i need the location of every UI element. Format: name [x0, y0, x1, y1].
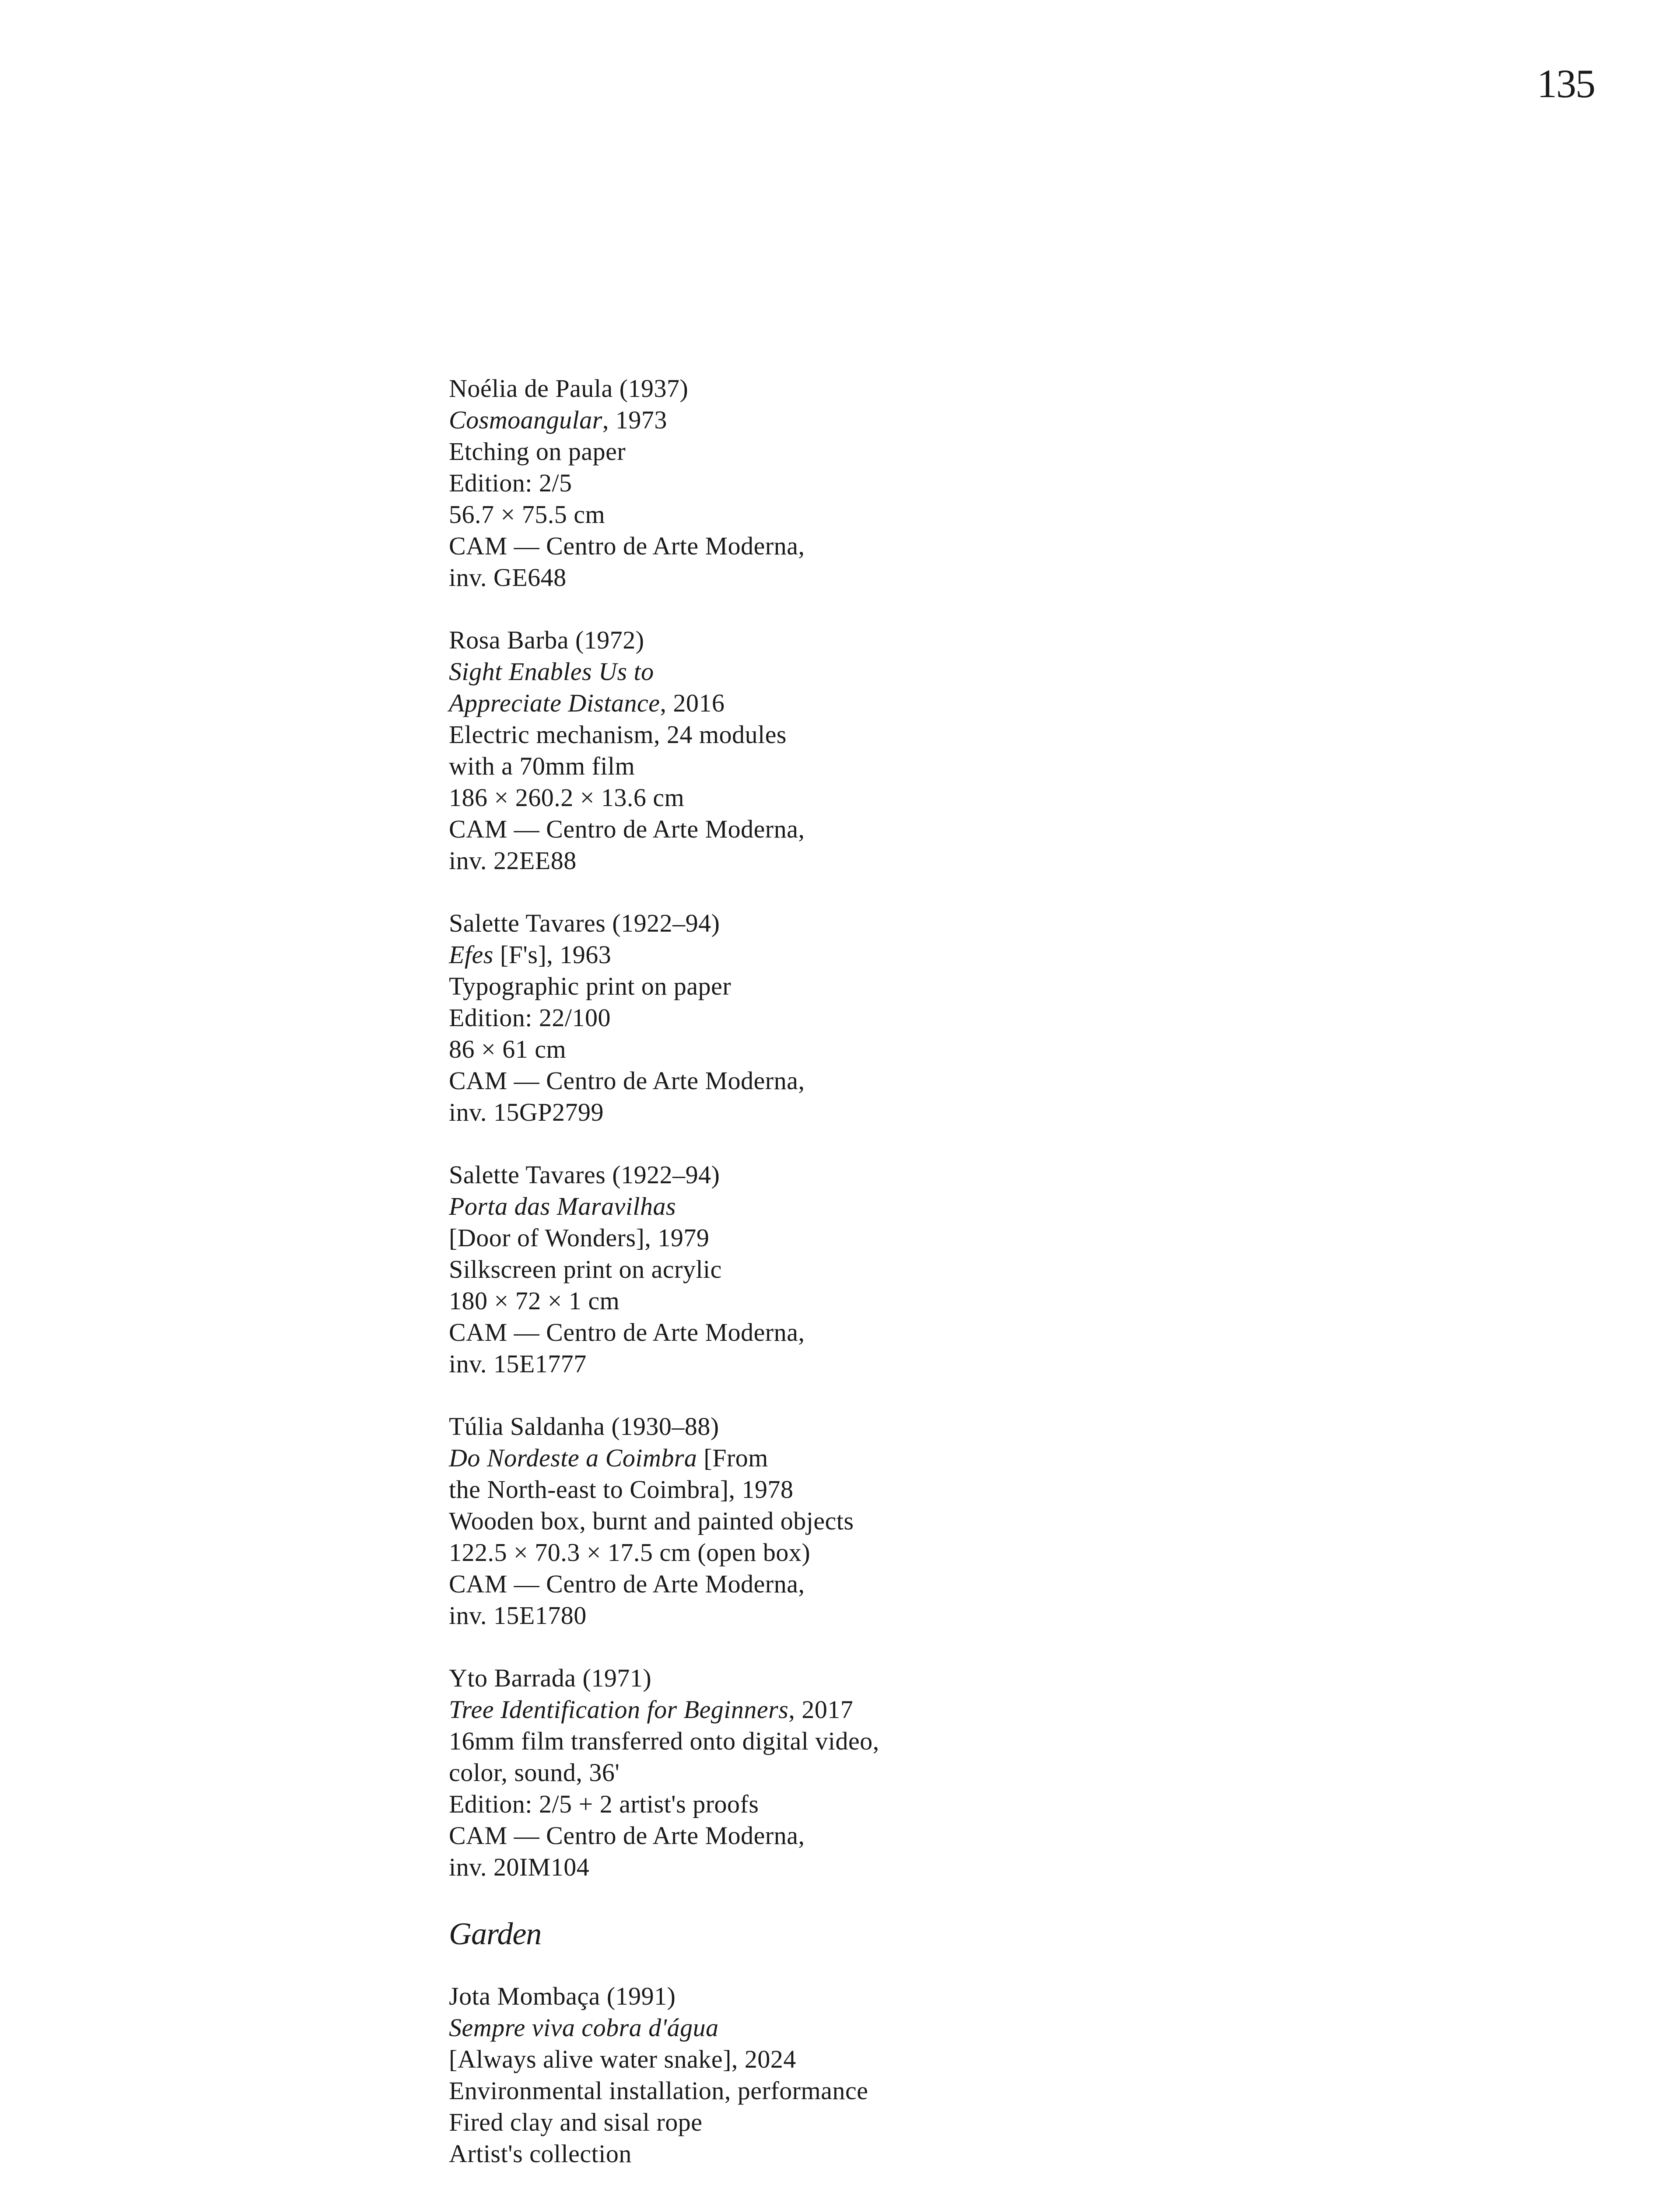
artwork-detail: Etching on paper: [449, 437, 626, 466]
artwork-entry: [449, 1981, 1411, 2170]
artwork-detail: 186 × 260.2 × 13.6 cm: [449, 783, 685, 812]
artwork-detail: inv. 15E1780: [449, 1601, 587, 1630]
artwork-detail: Edition: 22/100: [449, 1003, 611, 1032]
artwork-title-line: [449, 1442, 1411, 1474]
artist-name: Túlia Saldanha (1930–88): [449, 1412, 719, 1441]
artist-name: Yto Barrada (1971): [449, 1664, 652, 1692]
artwork-title-italic: Sempre viva cobra d'água: [449, 2013, 719, 2042]
artwork-detail: inv. GE648: [449, 563, 567, 592]
artwork-detail: inv. 22EE88: [449, 846, 577, 875]
artwork-detail: 56.7 × 75.5 cm: [449, 500, 606, 529]
artwork-detail: CAM — Centro de Arte Moderna,: [449, 532, 805, 560]
artwork-title-line: [449, 1222, 1411, 1254]
artist-name: Salette Tavares (1922–94): [449, 1161, 720, 1189]
artwork-title-rest: , 2016: [660, 689, 725, 717]
artwork-title-line: [449, 939, 1411, 971]
artwork-title-rest: [Always alive water snake], 2024: [449, 2045, 796, 2073]
artwork-detail: CAM — Centro de Arte Moderna,: [449, 1821, 805, 1850]
artist-name: Jota Mombaça (1991): [449, 1982, 676, 2010]
artwork-title-line: [449, 404, 1411, 436]
artwork-title-line: [449, 687, 1411, 719]
artwork-detail: inv. 15GP2799: [449, 1098, 604, 1126]
artwork-title-rest: the North-east to Coimbra], 1978: [449, 1475, 794, 1504]
artwork-detail: 16mm film transferred onto digital video,: [449, 1727, 879, 1755]
artwork-detail: Silkscreen print on acrylic: [449, 1255, 722, 1283]
artwork-detail: with a 70mm film: [449, 752, 635, 780]
artwork-title-rest: [Door of Wonders], 1979: [449, 1224, 710, 1252]
page-number: 135: [1537, 61, 1595, 106]
artist-name: Salette Tavares (1922–94): [449, 909, 720, 937]
artwork-detail: CAM — Centro de Arte Moderna,: [449, 1570, 805, 1598]
artwork-entry: [449, 624, 1411, 877]
artwork-detail: CAM — Centro de Arte Moderna,: [449, 815, 805, 843]
artwork-detail: Electric mechanism, 24 modules: [449, 720, 787, 749]
artwork-detail: CAM — Centro de Arte Moderna,: [449, 1066, 805, 1095]
artwork-entry: [449, 908, 1411, 1128]
artwork-detail: CAM — Centro de Arte Moderna,: [449, 1318, 805, 1346]
entries-bottom: [449, 1981, 1411, 2170]
artwork-detail: 180 × 72 × 1 cm: [449, 1287, 620, 1315]
artwork-entry: [449, 373, 1411, 593]
artwork-title-line: [449, 656, 1411, 687]
artwork-detail: Wooden box, burnt and painted objects: [449, 1507, 854, 1535]
artwork-detail: Artist's collection: [449, 2139, 632, 2168]
artwork-list: [449, 373, 1411, 2188]
artwork-title-rest: [From: [697, 1444, 768, 1472]
artwork-title-italic: Efes: [449, 940, 494, 969]
artwork-title-rest: [F's], 1963: [493, 940, 612, 969]
artwork-detail: Fired clay and sisal rope: [449, 2108, 703, 2136]
entries-top: [449, 373, 1411, 1883]
artwork-title-line: [449, 1694, 1411, 1725]
artwork-detail: Edition: 2/5: [449, 469, 572, 497]
artwork-detail: Environmental installation, performance: [449, 2076, 868, 2105]
section-heading-garden: Garden: [449, 1916, 542, 1951]
artwork-title-rest: , 1973: [602, 406, 667, 434]
artwork-detail: inv. 15E1777: [449, 1350, 587, 1378]
artwork-title-rest: , 2017: [788, 1695, 854, 1724]
artwork-title-italic: Cosmoangular: [449, 406, 602, 434]
artwork-title-line: [449, 2012, 1411, 2044]
artwork-title-italic: Sight Enables Us to: [449, 657, 654, 686]
artwork-title-italic: Appreciate Distance: [449, 689, 660, 717]
artwork-detail: inv. 20IM104: [449, 1853, 590, 1881]
artwork-detail: Edition: 2/5 + 2 artist's proofs: [449, 1790, 759, 1818]
artwork-title-line: [449, 2044, 1411, 2075]
artwork-detail: 86 × 61 cm: [449, 1035, 567, 1063]
artwork-entry: [449, 1159, 1411, 1380]
artwork-title-italic: Porta das Maravilhas: [449, 1192, 676, 1220]
artwork-title-italic: Do Nordeste a Coimbra: [449, 1444, 697, 1472]
artist-name: Noélia de Paula (1937): [449, 374, 689, 403]
artwork-detail: color, sound, 36': [449, 1758, 620, 1787]
artwork-title-line: [449, 1191, 1411, 1222]
artwork-title-italic: Tree Identification for Beginners: [449, 1695, 789, 1724]
artwork-title-line: [449, 1474, 1411, 1505]
artwork-detail: 122.5 × 70.3 × 17.5 cm (open box): [449, 1538, 811, 1567]
artwork-entry: [449, 1411, 1411, 1631]
artwork-detail: Typographic print on paper: [449, 972, 732, 1000]
artwork-entry: [449, 1662, 1411, 1883]
artist-name: Rosa Barba (1972): [449, 626, 644, 654]
